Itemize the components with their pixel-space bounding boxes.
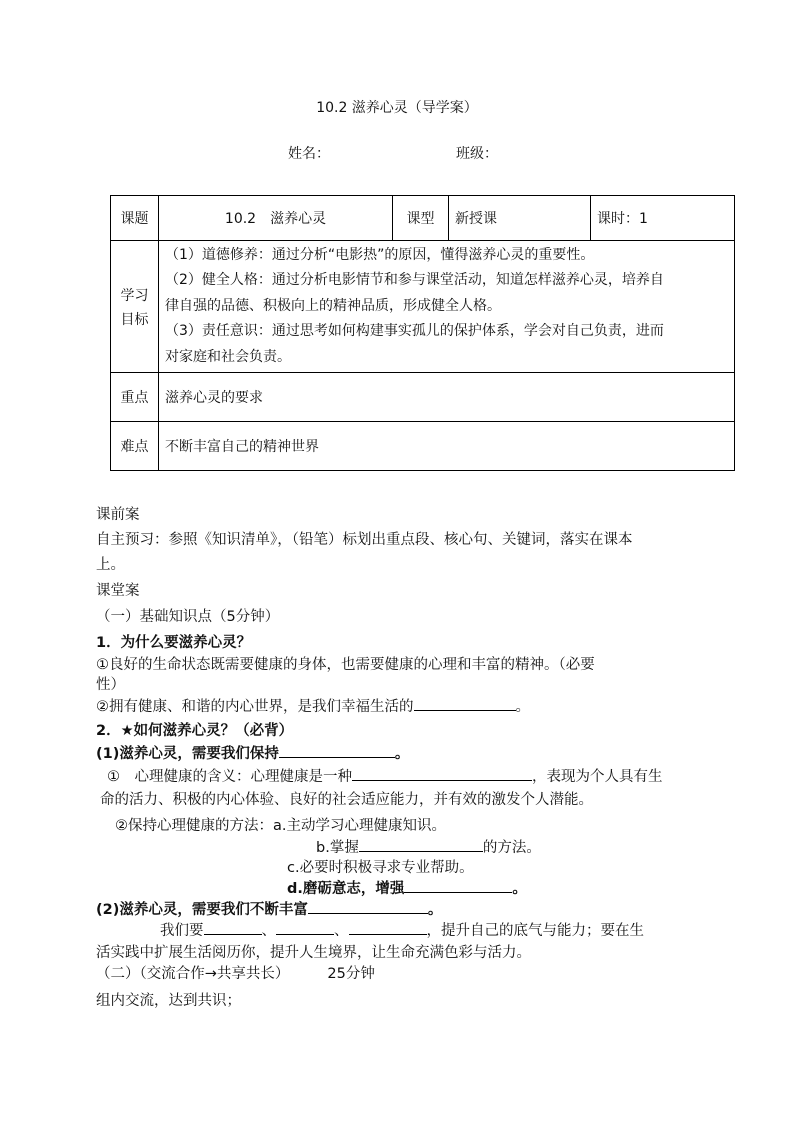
class-label: 班级： (456, 146, 498, 162)
answer-text: 。 (512, 881, 527, 897)
question-heading: 2．★如何滋养心灵？（必背） (96, 723, 294, 739)
fill-blank[interactable] (404, 877, 512, 893)
name-label: 姓名： (288, 146, 330, 162)
answer-text: 、 (334, 923, 349, 939)
difficulty-value: 不断丰富自己的精神世界 (159, 422, 735, 471)
inclass-heading: 课堂案 (96, 583, 140, 599)
goals-content (159, 241, 735, 373)
answer-line (287, 877, 527, 898)
type-label: 课型 (393, 196, 449, 241)
period-value: 课时：1 (591, 196, 735, 241)
fill-blank[interactable] (352, 765, 532, 781)
answer-line (96, 695, 530, 716)
subquestion-line (96, 742, 409, 763)
page-title: 10.2 滋养心灵（导学案） (316, 100, 478, 116)
lesson-info-table (110, 195, 735, 471)
goals-label (111, 241, 159, 373)
goal-line: （3）责任意识：通过思考如何构建事实孤儿的保护体系，学会对自己负责，进而 (165, 323, 664, 340)
goals-label-line: 学习 (120, 287, 149, 304)
question-heading: 1．为什么要滋养心灵？ (96, 635, 252, 651)
preclass-heading: 课前案 (96, 507, 140, 523)
answer-line: 性） (96, 677, 125, 693)
section-heading: （一）基础知识点（5分钟） (96, 609, 280, 625)
subquestion-text: (1)滋养心灵，需要我们保持 (96, 746, 279, 762)
answer-line: ②保持心理健康的方法：a.主动学习心理健康知识。 (115, 818, 446, 834)
answer-text: ，提升自己的底气与能力；要在生 (426, 923, 644, 939)
subquestion-text: 。 (394, 746, 410, 762)
answer-line: 命的活力、积极的内心体验、良好的社会适应能力，并有效的激发个人潜能。 (100, 792, 593, 808)
answer-line (107, 765, 663, 786)
answer-text: ，表现为个人具有生 (532, 769, 663, 785)
topic-label: 课题 (111, 196, 159, 241)
answer-text: 。 (515, 699, 530, 715)
answer-text: ① 心理健康的含义：心理健康是一种 (107, 769, 352, 785)
goal-line: （2）健全人格：通过分析电影情节和参与课堂活动，知道怎样滋养心灵，培养自 (165, 272, 664, 289)
preclass-line: 上。 (96, 557, 125, 573)
answer-text: ②拥有健康、和谐的内心世界，是我们幸福生活的 (96, 699, 414, 715)
key-point-value: 滋养心灵的要求 (159, 373, 735, 422)
answer-line (316, 836, 541, 857)
fill-blank[interactable] (414, 695, 516, 711)
subquestion-line (96, 898, 442, 919)
type-value: 新授课 (449, 196, 591, 241)
subquestion-text: 。 (427, 902, 443, 918)
fill-blank[interactable] (204, 919, 262, 935)
goal-line: 律自强的品德、积极向上的精神品质，形成健全人格。 (165, 297, 501, 314)
goal-line: 对家庭和社会负责。 (165, 348, 291, 365)
answer-line: ①良好的生命状态既需要健康的身体，也需要健康的心理和丰富的精神。（必要 (96, 657, 595, 673)
fill-blank[interactable] (359, 836, 483, 852)
answer-text: d.磨砺意志，增强 (287, 881, 405, 897)
section-time: 25分钟 (327, 966, 375, 982)
answer-line (160, 919, 644, 940)
fill-blank[interactable] (279, 742, 395, 758)
key-point-label: 重点 (111, 373, 159, 422)
fill-blank[interactable] (276, 919, 334, 935)
preclass-line: 自主预习：参照《知识清单》，（铅笔）标划出重点段、核心句、关键词，落实在课本 (96, 532, 633, 548)
section-title: （二）（交流合作→共享共长） (96, 966, 290, 982)
answer-line: c.必要时积极寻求专业帮助。 (287, 860, 474, 876)
goal-line: （1）道德修养：通过分析“电影热”的原因，懂得滋养心灵的重要性。 (165, 246, 595, 263)
section-heading (96, 962, 375, 983)
fill-blank[interactable] (308, 898, 428, 914)
answer-text: 、 (261, 923, 276, 939)
closing-line: 组内交流，达到共识； (96, 993, 241, 1009)
fill-blank[interactable] (349, 919, 427, 935)
answer-line: 活实践中扩展生活阅历你，提升人生境界，让生命充满色彩与活力。 (96, 945, 531, 961)
topic-value: 10.2 滋养心灵 (159, 196, 393, 241)
subquestion-text: (2)滋养心灵，需要我们不断丰富 (96, 902, 308, 918)
goals-label-line: 目标 (120, 311, 149, 328)
difficulty-label: 难点 (111, 422, 159, 471)
answer-text: 我们要 (160, 923, 204, 939)
answer-text: b.掌握 (316, 840, 359, 856)
answer-text: 的方法。 (482, 840, 541, 856)
